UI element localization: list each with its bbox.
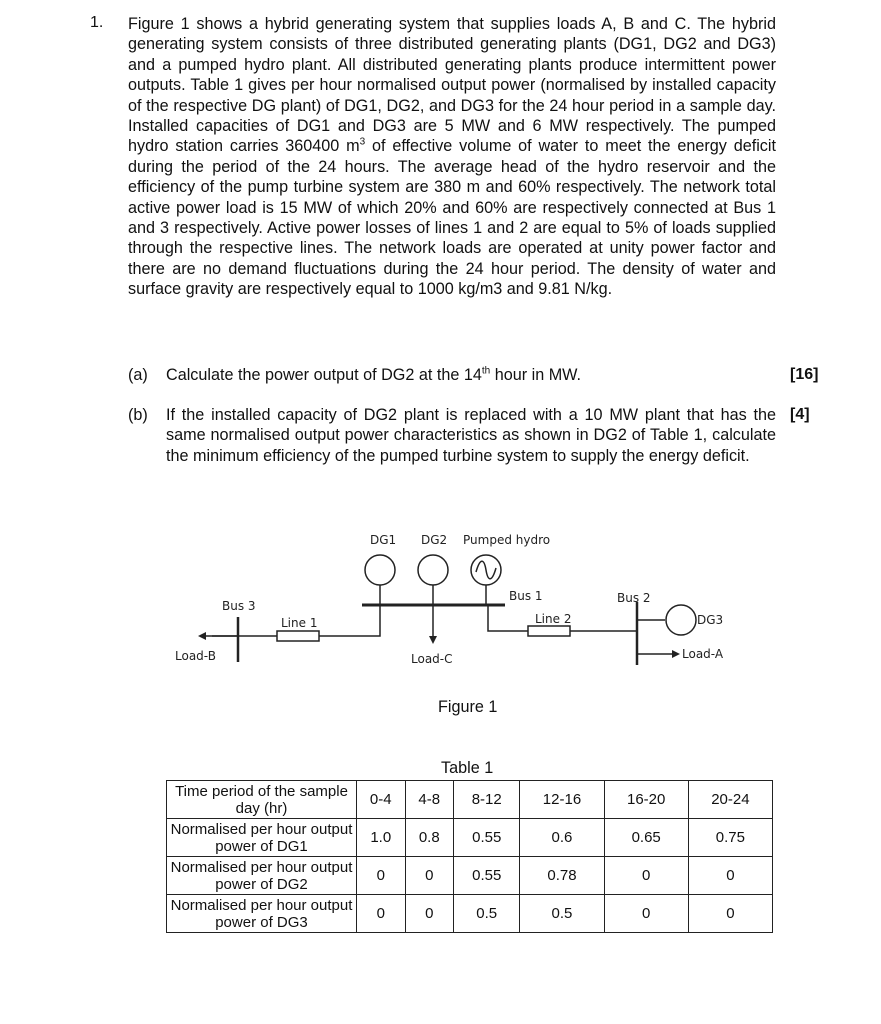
- dg2-generator-icon: [418, 555, 448, 585]
- table-cell: 0: [688, 895, 772, 933]
- pumped-hydro-label: Pumped hydro: [463, 533, 551, 547]
- intro-text-a: Figure 1 shows a hybrid generating system that supplies loads A, B and C. The hybrid generating system consists of three distributed generating plants (DG1, DG2 and DG3) and a pumped hydro plant. All distributed generating plants produce intermittent power outputs. Table 1 gives per hour normalised output power (normalised by installed capacity of the respective DG plant) of DG1, DG2, and DG3 for the 24 hour period in a sample day. Installed capacities of DG1 and DG3 are 5 MW and 6 MW respectively. The pumped hydro station carries 360400 m: [128, 15, 776, 156]
- table-cell: 0.78: [520, 857, 604, 895]
- load-c-label: Load-C: [411, 652, 453, 666]
- table-cell: 0.55: [454, 857, 520, 895]
- table-period-header: 0-4: [357, 781, 406, 819]
- table-cell: 0: [604, 895, 688, 933]
- table-cell: 0.8: [405, 819, 454, 857]
- table-cell: 1.0: [357, 819, 406, 857]
- table-cell: 0: [357, 857, 406, 895]
- part-a-label: (a): [128, 366, 148, 384]
- table-row: [167, 857, 773, 895]
- line-2-resistor: [528, 626, 570, 636]
- table-row-label: Normalised per hour output power of DG1: [167, 819, 357, 857]
- load-b-arrow: [198, 632, 206, 640]
- table-row: [167, 819, 773, 857]
- part-b-text: If the installed capacity of DG2 plant is replaced with a 10 MW plant that has the same normalised output power characteristics as shown in DG2 of Table 1, calculate the minimum efficiency of the pumped turbine system to supply the energy deficit.: [166, 406, 776, 465]
- table-period-header: 16-20: [604, 781, 688, 819]
- dg1-generator-icon: [365, 555, 395, 585]
- part-a-marks: [16]: [790, 366, 819, 383]
- table-caption: Table 1: [441, 759, 494, 777]
- bus-2-label: Bus 2: [617, 591, 651, 605]
- table-period-header: 12-16: [520, 781, 604, 819]
- table-row-label: Normalised per hour output power of DG3: [167, 895, 357, 933]
- table-period-header: 20-24: [688, 781, 772, 819]
- table-cell: 0.75: [688, 819, 772, 857]
- ac-wave-icon: [476, 561, 496, 579]
- table-cell: 0: [405, 857, 454, 895]
- load-a-label: Load-A: [682, 647, 724, 661]
- dg1-label: DG1: [370, 533, 397, 547]
- load-b-label: Load-B: [175, 649, 216, 663]
- table-cell: 0: [405, 895, 454, 933]
- table-cell: 0: [688, 857, 772, 895]
- line-2-label: Line 2: [535, 612, 572, 626]
- table-cell: 0.55: [454, 819, 520, 857]
- figure-caption: Figure 1: [438, 698, 498, 716]
- intro-text-b: of effective volume of water to meet the energy deficit during the period of the 24 hours. The average head of the hydro reservoir and the efficiency of the pump turbine system are 380 m and 60% respectively. The network total active power load is 15 MW of which 20% and 60% are respectively connected at Bus 1 and 3 respectively. Active power losses of lines 1 and 2 are equal to 5% of loads supplied through the respective lines. The network loads are operated at unity power factor and there are no demand fluctuations during the 24 hour period. The density of water and surface gravity are respectively equal to 1000 kg/m3 and 9.81 N/kg.: [128, 137, 776, 299]
- dg3-generator-icon: [666, 605, 696, 635]
- part-b-marks: [4]: [790, 406, 810, 423]
- load-a-arrow: [672, 650, 680, 658]
- superscript-cubed: 3: [359, 137, 366, 149]
- load-c-arrow: [429, 636, 437, 644]
- line-1-label: Line 1: [281, 616, 318, 630]
- table-header-label: Time period of the sample day (hr): [167, 781, 357, 819]
- table-1: [166, 780, 773, 933]
- table-header-row: [167, 781, 773, 819]
- table-cell: 0: [357, 895, 406, 933]
- question-number: 1.: [90, 14, 104, 31]
- bus-3-label: Bus 3: [222, 599, 256, 613]
- table-cell: 0.6: [520, 819, 604, 857]
- part-b-label: (b): [128, 406, 148, 424]
- table-cell: 0.5: [520, 895, 604, 933]
- table-cell: 0: [604, 857, 688, 895]
- line-1-resistor: [277, 631, 319, 641]
- table-row: [167, 895, 773, 933]
- table-row-label: Normalised per hour output power of DG2: [167, 857, 357, 895]
- table-period-header: 8-12: [454, 781, 520, 819]
- part-a: [128, 365, 788, 387]
- part-a-text: Calculate the power output of DG2 at the 14th hour in MW.: [166, 365, 582, 384]
- table-period-header: 4-8: [405, 781, 454, 819]
- table-cell: 0.5: [454, 895, 520, 933]
- part-b: [128, 405, 788, 489]
- bus-1-label: Bus 1: [509, 589, 543, 603]
- dg2-label: DG2: [421, 533, 448, 547]
- figure-1-diagram: [0, 520, 881, 680]
- question-intro: [128, 14, 776, 300]
- dg3-label: DG3: [697, 613, 724, 627]
- table-cell: 0.65: [604, 819, 688, 857]
